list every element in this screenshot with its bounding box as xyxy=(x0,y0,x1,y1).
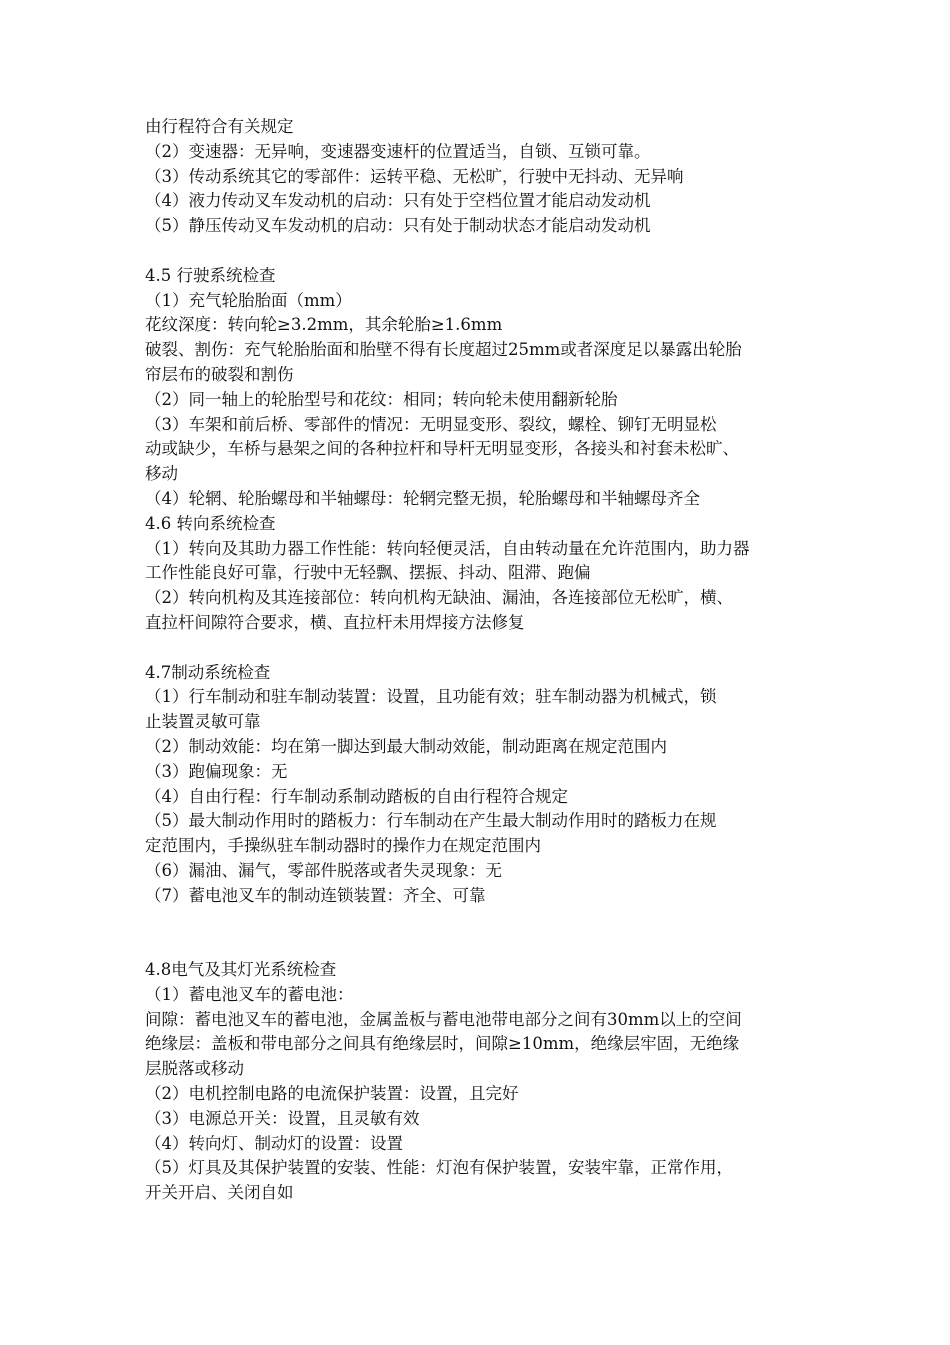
text-line: （2）同一轴上的轮胎型号和花纹：相同；转向轮未使用翻新轮胎 xyxy=(145,389,618,409)
text-line: （3）传动系统其它的零部件：运转平稳、无松旷，行驶中无抖动、无异响 xyxy=(145,166,684,186)
blank-line xyxy=(145,239,825,264)
text-line: 帘层布的破裂和割伤 xyxy=(145,364,294,384)
text-line: （4）液力传动叉车发动机的启动：只有处于空档位置才能启动发动机 xyxy=(145,191,651,211)
blank-line xyxy=(145,636,825,661)
text-line: 移动 xyxy=(145,464,178,484)
text-line: 定范围内，手操纵驻车制动器时的操作力在规定范围内 xyxy=(145,836,541,856)
text-line: （4）转向灯、制动灯的设置：设置 xyxy=(145,1133,403,1153)
text-line: （1）蓄电池叉车的蓄电池： xyxy=(145,984,354,1004)
text-line: 间隙：蓄电池叉车的蓄电池，金属盖板与蓄电池带电部分之间有30mm以上的空间 xyxy=(145,1009,742,1029)
text-line: 层脱落或移动 xyxy=(145,1059,244,1079)
section-heading-4-8: 4.8电气及其灯光系统检查 xyxy=(145,960,337,980)
text-line: 花纹深度：转向轮≥3.2mm，其余轮胎≥1.6mm xyxy=(145,315,503,335)
text-line: （4）自由行程：行车制动系制动踏板的自由行程符合规定 xyxy=(145,786,568,806)
text-line: 直拉杆间隙符合要求，横、直拉杆未用焊接方法修复 xyxy=(145,612,525,632)
document-body xyxy=(145,115,825,1206)
text-line: （1）转向及其助力器工作性能：转向轻便灵活，自由转动量在允许范围内，助力器 xyxy=(145,538,750,558)
text-line: 破裂、割伤：充气轮胎胎面和胎壁不得有长度超过25mm或者深度足以暴露出轮胎 xyxy=(145,340,742,360)
section-heading-4-7: 4.7制动系统检查 xyxy=(145,662,271,682)
text-line: （2）变速器：无异响，变速器变速杆的位置适当，自锁、互锁可靠。 xyxy=(145,141,651,161)
text-line: （6）漏油、漏气，零部件脱落或者失灵现象：无 xyxy=(145,860,502,880)
text-line: （3）电源总开关：设置，且灵敏有效 xyxy=(145,1108,420,1128)
text-line: （5）灯具及其保护装置的安装、性能：灯泡有保护装置，安装牢靠，正常作用， xyxy=(145,1158,733,1178)
text-line: （2）转向机构及其连接部位：转向机构无缺油、漏油，各连接部位无松旷，横、 xyxy=(145,588,733,608)
text-line: （3）跑偏现象：无 xyxy=(145,761,288,781)
text-line: （2）制动效能：均在第一脚达到最大制动效能，制动距离在规定范围内 xyxy=(145,736,667,756)
text-line: （1）行车制动和驻车制动装置：设置，且功能有效；驻车制动器为机械式，锁 xyxy=(145,687,717,707)
section-heading-4-5: 4.5 行驶系统检查 xyxy=(145,265,276,285)
section-heading-4-6: 4.6 转向系统检查 xyxy=(145,513,276,533)
text-line: 开关开启、关闭自如 xyxy=(145,1183,294,1203)
text-line: （4）轮辋、轮胎螺母和半轴螺母：轮辋完整无损，轮胎螺母和半轴螺母齐全 xyxy=(145,488,700,508)
text-line: （2）电机控制电路的电流保护装置：设置，且完好 xyxy=(145,1084,519,1104)
text-line: （5）最大制动作用时的踏板力：行车制动在产生最大制动作用时的踏板力在规 xyxy=(145,811,717,831)
text-line: （1）充气轮胎胎面（mm） xyxy=(145,290,352,310)
text-line: （3）车架和前后桥、零部件的情况：无明显变形、裂纹，螺栓、铆钉无明显松 xyxy=(145,414,717,434)
text-line: 由行程符合有关规定 xyxy=(145,117,294,136)
text-line: 动或缺少，车桥与悬架之间的各种拉杆和导杆无明显变形，各接头和衬套未松旷、 xyxy=(145,439,739,459)
text-line: （7）蓄电池叉车的制动连锁装置：齐全、可靠 xyxy=(145,885,486,905)
blank-line xyxy=(145,909,825,959)
text-line: 止装置灵敏可靠 xyxy=(145,712,261,732)
text-line: （5）静压传动叉车发动机的启动：只有处于制动状态才能启动发动机 xyxy=(145,216,651,236)
text-line: 绝缘层：盖板和带电部分之间具有绝缘层时，间隙≥10mm，绝缘层牢固，无绝缘 xyxy=(145,1034,740,1054)
text-line: 工作性能良好可靠，行驶中无轻飘、摆振、抖动、阻滞、跑偏 xyxy=(145,563,591,583)
